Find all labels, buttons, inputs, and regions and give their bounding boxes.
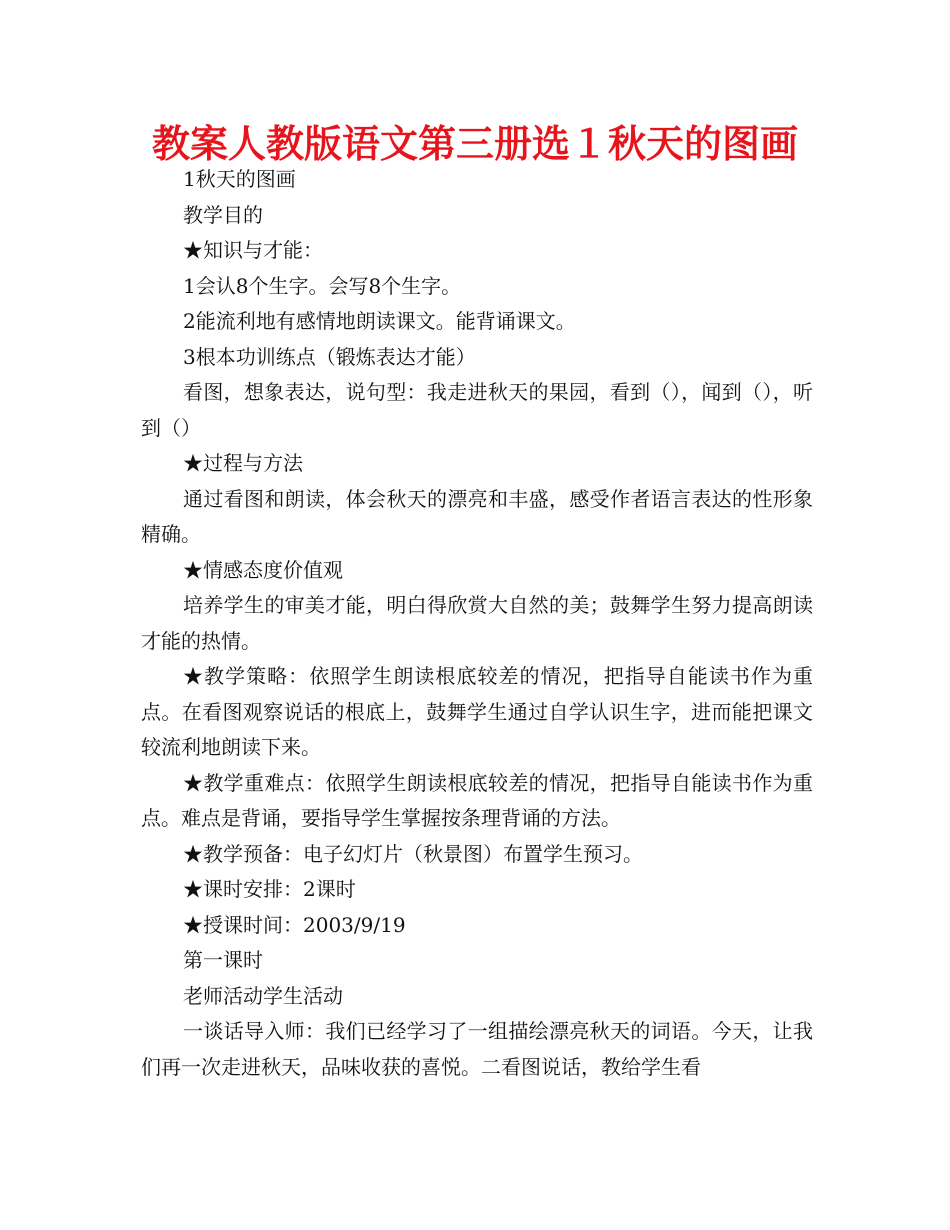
paragraph-activities-header: 老师活动学生活动 — [183, 983, 343, 1008]
document-body — [141, 162, 813, 1085]
paragraph-introduction: 一谈话导入师：我们已经学习了一组描绘漂亮秋天的词语。今天，让我们再一次走进秋天，品味收获的喜悦。二看图说话，教给学生看 — [141, 1019, 813, 1079]
paragraph-process-detail: 通过看图和朗读，体会秋天的漂亮和丰盛，感受作者语言表达的性形象精确。 — [141, 486, 813, 546]
paragraph-process-method: ★过程与方法 — [183, 451, 303, 475]
paragraph-emotion-values: ★情感态度价值观 — [183, 557, 343, 582]
paragraph-teaching-strategy: ★教学策略：依照学生朗读根底较差的情况，把指导自能读书作为重点。在看图观察说话的根底上，鼓舞学生通过自学认识生字，进而能把课文较流利地朗读下来。 — [141, 664, 813, 759]
paragraph-knowledge-ability: ★知识与才能： — [183, 238, 323, 262]
paragraph-goal-3: 3根本功训练点（锻炼表达才能） — [183, 344, 476, 369]
paragraph-lesson-heading: 1秋天的图画 — [183, 167, 296, 191]
paragraph-emotion-detail: 培养学生的审美才能，明白得欣赏大自然的美；鼓舞学生努力提高朗读才能的热情。 — [141, 593, 813, 653]
paragraph-teaching-goals: 教学目的 — [183, 202, 263, 227]
paragraph-goal-2: 2能流利地有感情地朗读课文。能背诵课文。 — [183, 309, 576, 333]
paragraph-key-difficulties: ★教学重难点：依照学生朗读根底较差的情况，把指导自能读书作为重点。难点是背诵，要指导学生掌握按条理背诵的方法。 — [141, 770, 813, 830]
document-title: 教案人教版语文第三册选１秋天的图画 — [151, 122, 798, 166]
paragraph-first-lesson: 第一课时 — [183, 948, 263, 972]
paragraph-teaching-date: ★授课时间：2003/9/19 — [183, 912, 406, 937]
paragraph-goal-1: 1会认8个生字。会写8个生字。 — [183, 273, 462, 298]
paragraph-preparation: ★教学预备：电子幻灯片（秋景图）布置学生预习。 — [183, 841, 643, 866]
paragraph-schedule: ★课时安排：2课时 — [183, 877, 356, 901]
paragraph-sentence-pattern: 看图，想象表达，说句型：我走进秋天的果园，看到（），闻到（），听到（） — [141, 380, 813, 440]
